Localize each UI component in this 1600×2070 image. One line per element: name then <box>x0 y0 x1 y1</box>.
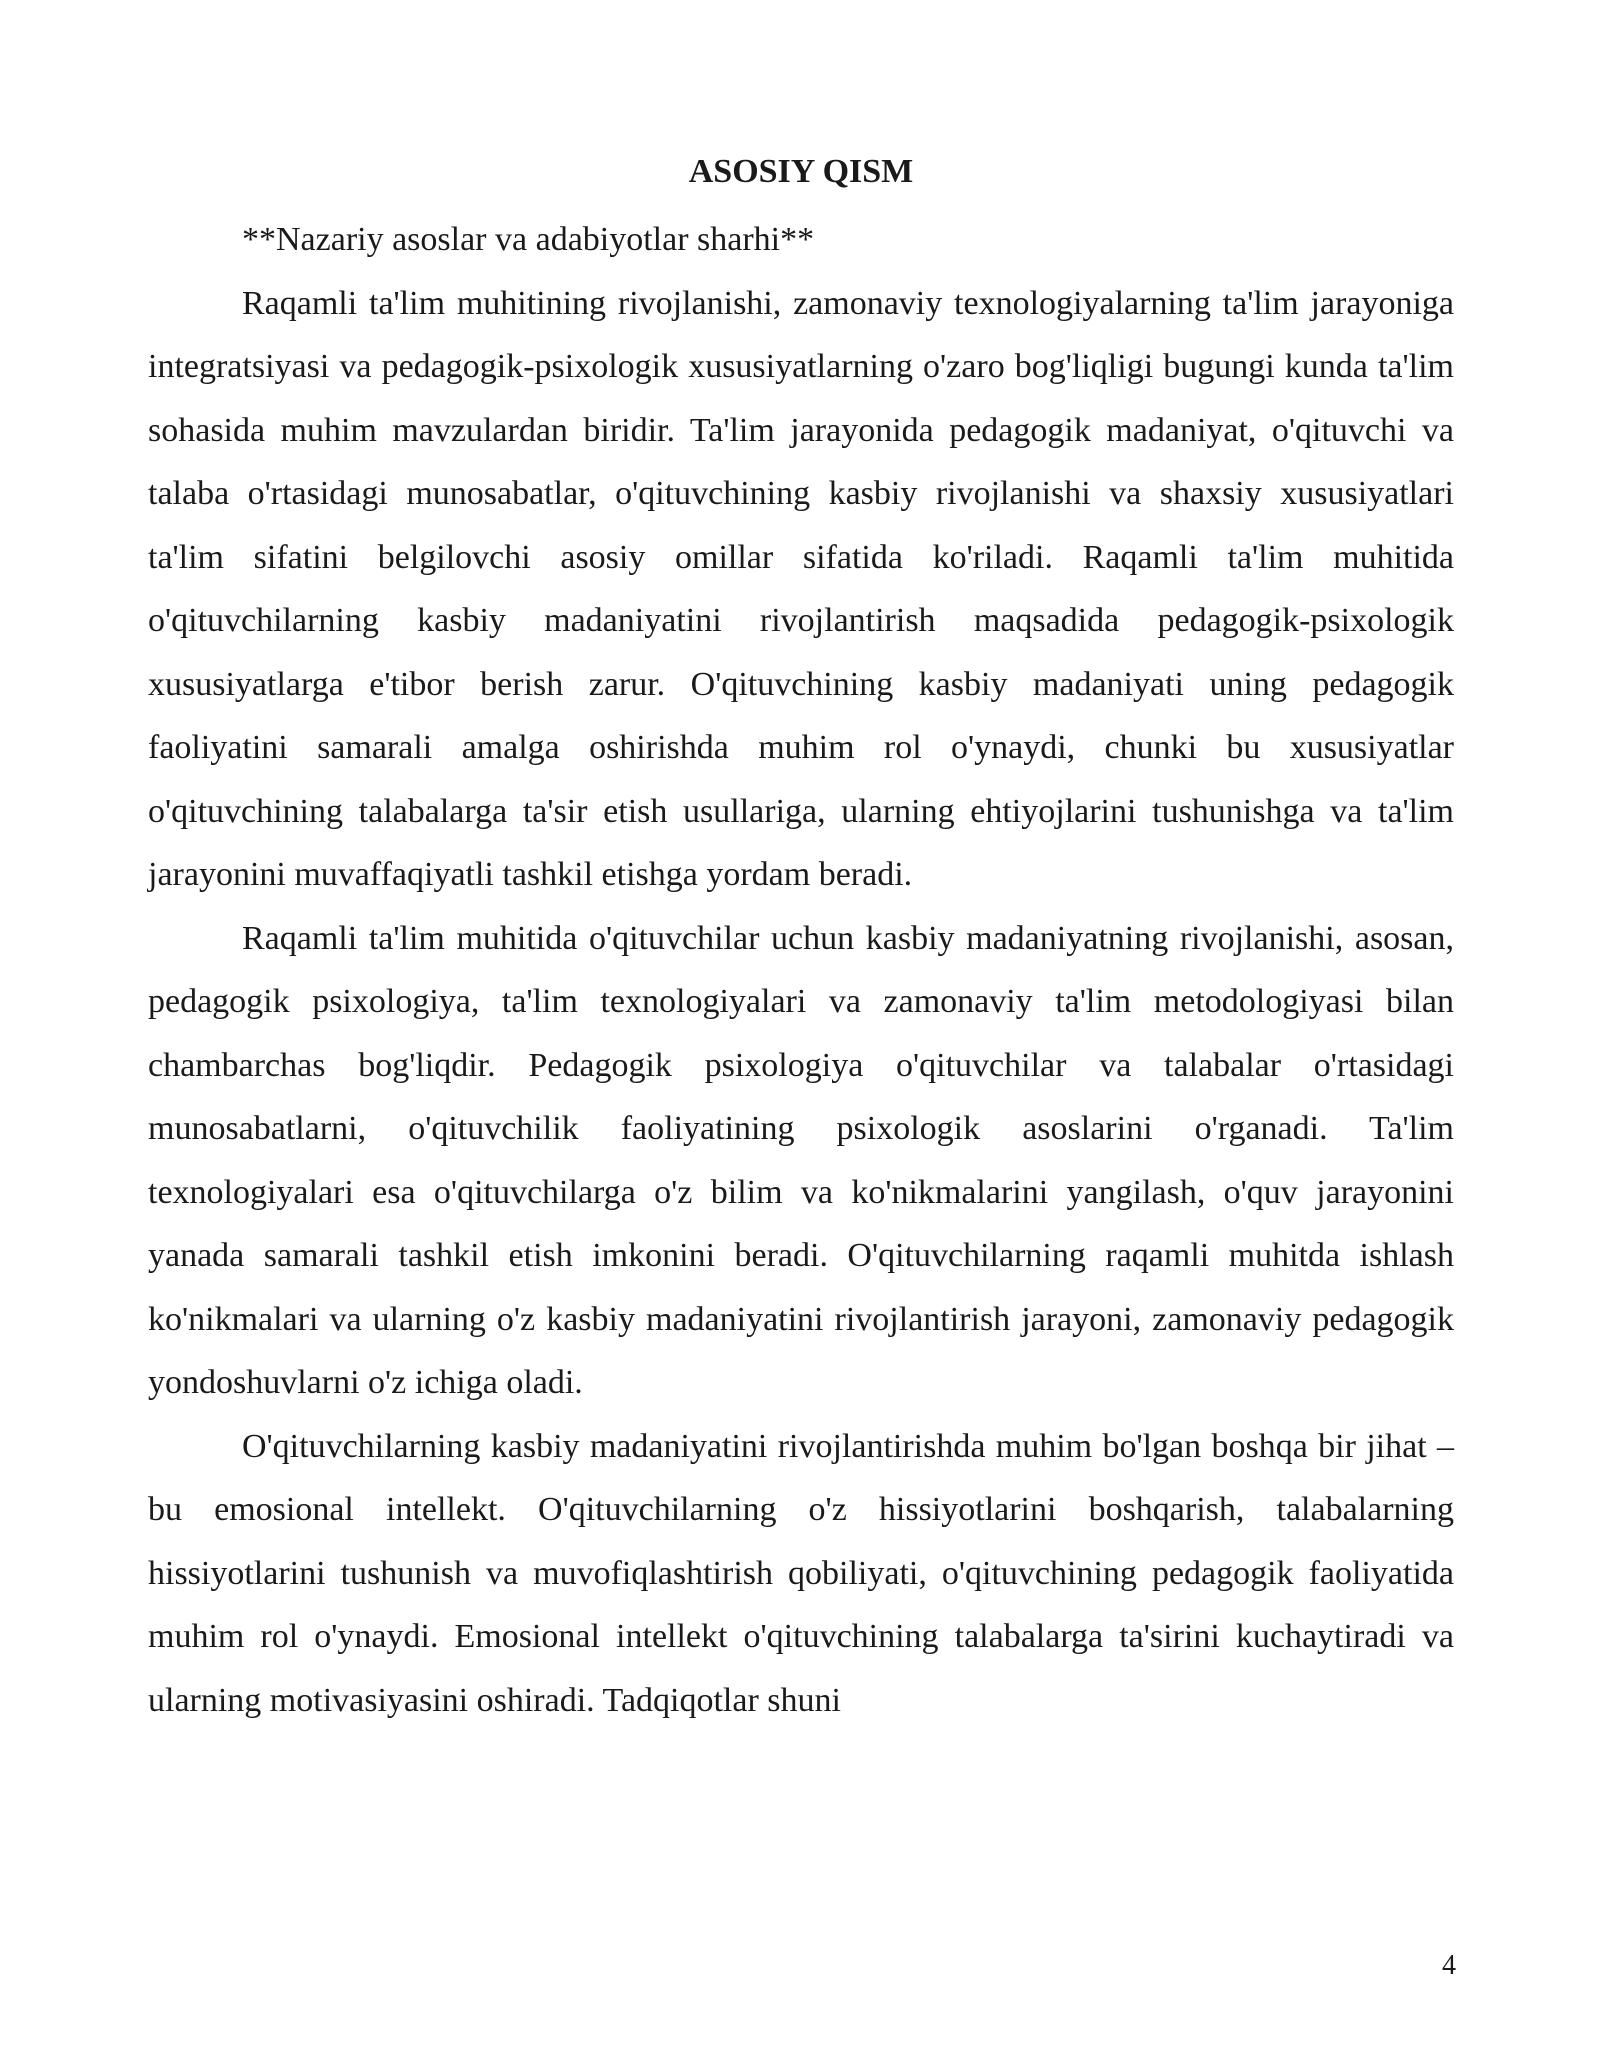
paragraph-1: Raqamli ta'lim muhitining rivojlanishi, zamonaviy texnologiyalarning ta'lim jarayoniga integratsiyasi va pedagogik-psixologik xususiyatlarning o'zaro bog'liqligi bugungi kunda ta'lim sohasida muhim mavzulardan biridir. Ta'lim jarayonida pedagogik madaniyat, o'qituvchi va talaba o'rtasidagi munosabatlar, o'qituvchining kasbiy rivojlanishi va shaxsiy xususiyatlari ta'lim sifatini belgilovchi asosiy omillar sifatida ko'riladi. Raqamli ta'lim muhitida o'qituvchilarning kasbiy madaniyatini rivojlantirish maqsadida pedagogik-psixologik xususiyatlarga e'tibor berish zarur. O'qituvchining kasbiy madaniyati uning pedagogik faoliyatini samarali amalga oshirishda muhim rol o'ynaydi, chunki bu xususiyatlar o'qituvchining talabalarga ta'sir etish usullariga, ularning ehtiyojlarini tushunishga va ta'lim jarayonini muvaffaqiyatli tashkil etishga yordam beradi. <box>148 284 1454 893</box>
paragraph-2: Raqamli ta'lim muhitida o'qituvchilar uchun kasbiy madaniyatning rivojlanishi, asosan, pedagogik psixologiya, ta'lim texnologiyalari va zamonaviy ta'lim metodologiyasi bilan chambarchas bog'liqdir. Pedagogik psixologiya o'qituvchilar va talabalar o'rtasidagi munosabatlarni, o'qituvchilik faoliyatining psixologik asoslarini o'rganadi. Ta'lim texnologiyalari esa o'qituvchilarga o'z bilim va ko'nikmalarini yangilash, o'quv jarayonini yanada samarali tashkil etish imkonini beradi. O'qituvchilarning raqamli muhitda ishlash ko'nikmalari va ularning o'z kasbiy madaniyatini rivojlantirish jarayoni, zamonaviy pedagogik yondoshuvlarni o'z ichiga oladi. <box>148 919 1454 1401</box>
paragraph-3: O'qituvchilarning kasbiy madaniyatini rivojlantirishda muhim bo'lgan boshqa bir jihat – bu emosional intellekt. O'qituvchilarning o'z hissiyotlarini boshqarish, talabalarning hissiyotlarini tushunish va muvofiqlashtirish qobiliyati, o'qituvchining pedagogik faoliyatida muhim rol o'ynaydi. Emosional intellekt o'qituvchining talabalarga ta'sirini kuchaytiradi va ularning motivasiyasini oshiradi. Tadqiqotlar shuni <box>148 1427 1454 1719</box>
page-body <box>148 144 1454 1732</box>
page-number: 4 <box>1442 1950 1456 1981</box>
subsection-heading: **Nazariy asoslar va adabiyotlar sharhi** <box>242 221 815 258</box>
section-heading: ASOSIY QISM <box>688 153 914 190</box>
